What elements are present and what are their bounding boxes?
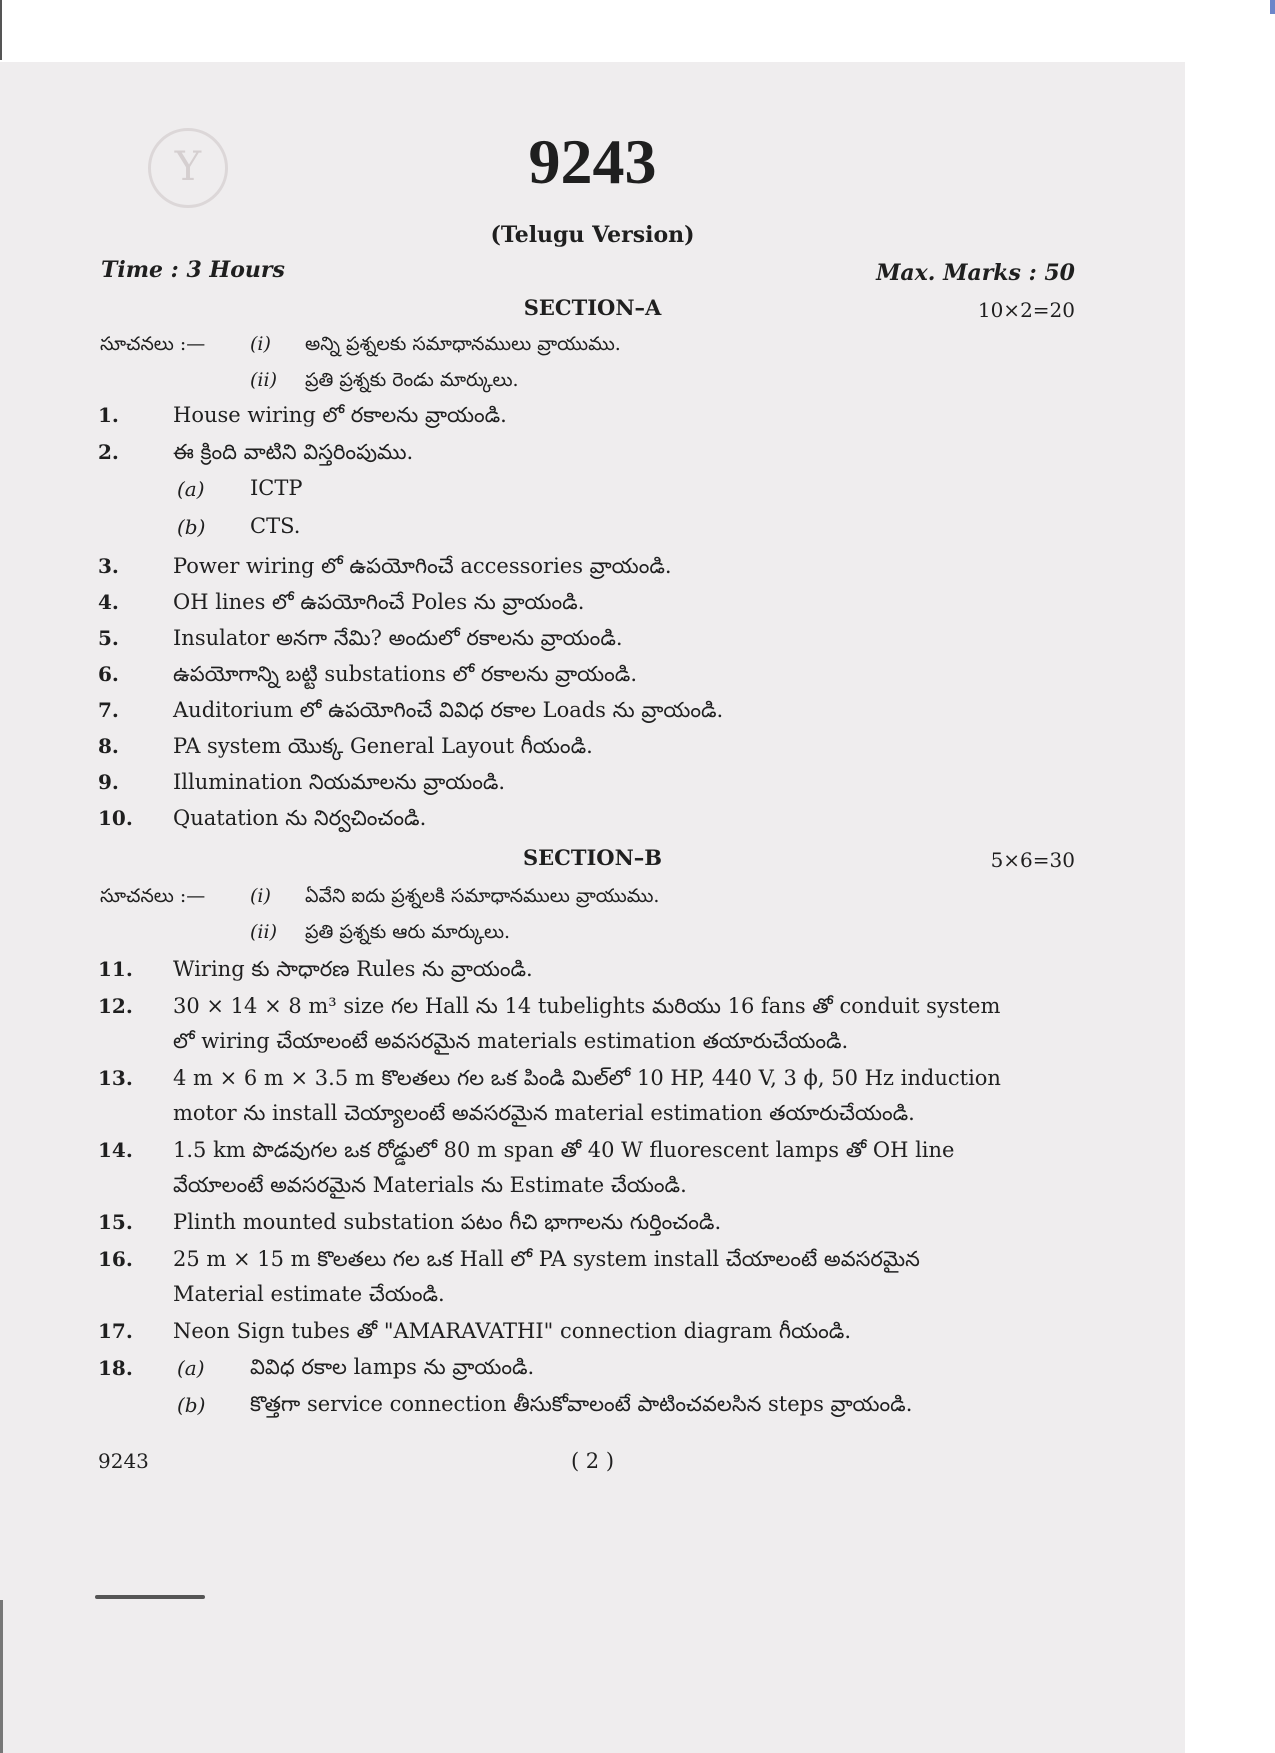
question-number: 8. — [98, 734, 119, 758]
footer-paper-code: 9243 — [98, 1449, 149, 1473]
question-text: ఉపయోగాన్ని బట్టి substations లో రకాలను వ్రాయండి. — [173, 662, 637, 686]
max-marks: Max. Marks : 50 — [876, 260, 1075, 286]
sub-question-label: (a) — [177, 1356, 205, 1380]
question-number: 11. — [98, 957, 133, 981]
section-b-marks: 5×6=30 — [990, 848, 1075, 872]
scan-edge-mark — [1270, 0, 1275, 14]
question-text: PA system యొక్క General Layout గీయండి. — [173, 734, 593, 758]
sub-question-text: వివిధ రకాల lamps ను వ్రాయండి. — [250, 1355, 535, 1379]
section-b-title: SECTION–B — [522, 845, 663, 870]
question-number: 13. — [98, 1066, 133, 1090]
question-number: 2. — [98, 440, 119, 464]
instruction-num: (ii) — [250, 921, 277, 943]
sub-question-text: కొత్తగా service connection తీసుకోవాలంటే పాటించవలసిన steps వ్రాయండి. — [250, 1392, 913, 1416]
question-number: 15. — [98, 1210, 133, 1234]
section-a-instructions-label: సూచనలు :— — [100, 333, 206, 355]
faded-seal-icon: Y — [148, 128, 228, 208]
question-text-continued: లో wiring చేయాలంటే అవసరమైన materials estimation తయారుచేయండి. — [173, 1029, 849, 1053]
paper-code: 9243 — [528, 126, 657, 197]
question-text: 4 m × 6 m × 3.5 m కొలతలు గల ఒక పిండి మిల్‌లో 10 HP, 440 V, 3 ϕ, 50 Hz induction — [173, 1066, 1001, 1090]
question-number: 7. — [98, 698, 119, 722]
question-text: Auditorium లో ఉపయోగించే వివిధ రకాల Loads ను వ్రాయండి. — [173, 698, 724, 722]
question-text: Illumination నియమాలను వ్రాయండి. — [173, 770, 506, 794]
scan-edge-line — [0, 0, 2, 60]
question-text: 25 m × 15 m కొలతలు గల ఒక Hall లో PA system install చేయాలంటే అవసరమైన — [173, 1247, 920, 1271]
question-text-continued: వేయాలంటే అవసరమైన Materials ను Estimate చేయండి. — [173, 1173, 687, 1197]
instruction-num: (i) — [250, 333, 271, 355]
question-number: 18. — [98, 1356, 133, 1380]
section-b-instructions-label: సూచనలు :— — [100, 885, 206, 907]
instruction-text: ఏవేని ఐదు ప్రశ్నలకి సమాధానములు వ్రాయుము. — [305, 885, 660, 907]
question-text: Neon Sign tubes తో "AMARAVATHI" connection diagram గీయండి. — [173, 1319, 852, 1343]
question-number: 5. — [98, 626, 119, 650]
question-number: 4. — [98, 590, 119, 614]
question-number: 17. — [98, 1319, 133, 1343]
scan-margin-right — [1185, 0, 1275, 1753]
scan-smudge — [95, 1595, 205, 1599]
question-text: House wiring లో రకాలను వ్రాయండి. — [173, 403, 507, 427]
instruction-num: (i) — [250, 885, 271, 907]
question-text-continued: motor ను install చెయ్యాలంటే అవసరమైన material estimation తయారుచేయండి. — [173, 1101, 915, 1125]
scan-edge-line — [0, 1600, 3, 1753]
question-number: 6. — [98, 662, 119, 686]
section-a-title: SECTION–A — [523, 295, 662, 320]
sub-question-text: CTS. — [250, 514, 301, 538]
sub-question-label: (b) — [177, 515, 206, 539]
paper-version: (Telugu Version) — [490, 222, 695, 248]
sub-question-text: ICTP — [250, 476, 303, 500]
question-text: Plinth mounted substation పటం గీచి భాగాలను గుర్తించండి. — [173, 1210, 722, 1234]
question-number: 1. — [98, 403, 119, 427]
question-number: 12. — [98, 994, 133, 1018]
question-number: 14. — [98, 1138, 133, 1162]
question-text: Wiring కు సాధారణ Rules ను వ్రాయండి. — [173, 957, 533, 981]
instruction-text: ప్రతి ప్రశ్నకు ఆరు మార్కులు. — [305, 921, 511, 943]
instruction-text: అన్ని ప్రశ్నలకు సమాధానములు వ్రాయుము. — [305, 333, 621, 355]
question-text: Quatation ను నిర్వచించండి. — [173, 806, 427, 830]
time-allowed: Time : 3 Hours — [101, 257, 285, 283]
question-text: Power wiring లో ఉపయోగించే accessories వ్రాయండి. — [173, 554, 672, 578]
section-a-marks: 10×2=20 — [977, 298, 1075, 322]
question-text: 30 × 14 × 8 m³ size గల Hall ను 14 tubelights మరియు 16 fans తో conduit system — [173, 994, 1001, 1018]
page-number: ( 2 ) — [570, 1449, 615, 1473]
instruction-text: ప్రతి ప్రశ్నకు రెండు మార్కులు. — [305, 369, 519, 391]
question-number: 9. — [98, 770, 119, 794]
question-text: OH lines లో ఉపయోగించే Poles ను వ్రాయండి. — [173, 590, 585, 614]
scan-margin-top — [0, 0, 1275, 62]
sub-question-label: (b) — [177, 1393, 206, 1417]
question-text: 1.5 km పొడవుగల ఒక రోడ్డులో 80 m span తో 40 W fluorescent lamps తో OH line — [173, 1138, 955, 1162]
sub-question-label: (a) — [177, 477, 205, 501]
question-text: Insulator అనగా నేమి? అందులో రకాలను వ్రాయండి. — [173, 626, 623, 650]
question-text-continued: Material estimate చేయండి. — [173, 1282, 445, 1306]
question-number: 3. — [98, 554, 119, 578]
question-text: ఈ క్రింది వాటిని విస్తరింపుము. — [173, 440, 414, 464]
question-number: 10. — [98, 806, 133, 830]
question-number: 16. — [98, 1247, 133, 1271]
instruction-num: (ii) — [250, 369, 277, 391]
